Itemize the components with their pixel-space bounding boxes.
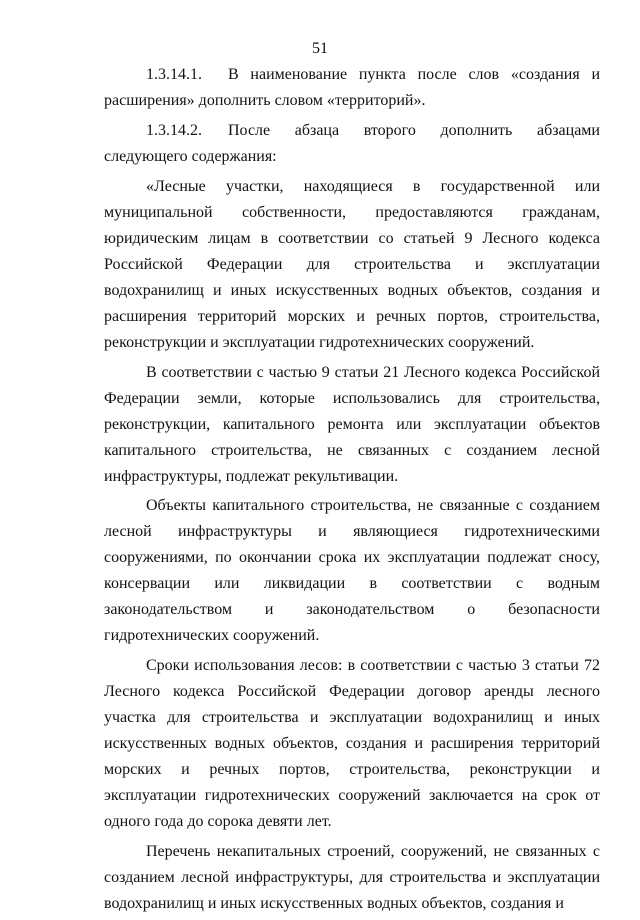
document-body (104, 62, 600, 920)
page-number: 51 (312, 40, 328, 57)
paragraph-1-3-14-2 (104, 118, 600, 170)
paragraph-capital-objects: Объекты капитального строительства, не связанные с созданием лесной инфраструктуры и являющиеся гидротехническими сооружениями, по окончании срока их эксплуатации подлежат сносу, консервации или ликвидации в соответствии с водным законодательством и законодательством о безопасности гидротехнических сооружений. (104, 497, 600, 644)
paragraph-text: В наименование пункта после слов «создания и расширения» дополнить словом «территорий». (104, 66, 600, 109)
clause-number: 1.3.14.2. (146, 122, 202, 139)
clause-number: 1.3.14.1. (146, 66, 202, 83)
paragraph-text: После абзаца второго дополнить абзацами следующего содержания: (104, 122, 600, 165)
paragraph-noncapital-list: Перечень некапитальных строений, сооружений, не связанных с созданием лесной инфраструктуры, для строительства и эксплуатации водохранилищ и иных искусственных водных объектов, создания и (104, 843, 600, 912)
paragraph-forest-plots: «Лесные участки, находящиеся в государственной или муниципальной собственности, предоставляются гражданам, юридическим лицам в соответствии со статьей 9 Лесного кодекса Российской Федерации для строительства и эксплуатации водохранилищ и иных искусственных водных объектов, создания и расширения территорий морских и речных портов, строительства, реконструкции и эксплуатации гидротехнических сооружений. (104, 178, 600, 351)
paragraph-lease-terms: Сроки использования лесов: в соответствии с частью 3 статьи 72 Лесного кодекса Российской Федерации договор аренды лесного участка для строительства и эксплуатации водохранилищ и иных искусственных водных объектов, создания и расширения территорий морских и речных портов, строительства, реконструкции и эксплуатации гидротехнических сооружений заключается на срок от одного года до сорока девяти лет. (104, 657, 600, 830)
paragraph-1-3-14-1 (104, 62, 600, 114)
paragraph-recultivation: В соответствии с частью 9 статьи 21 Лесного кодекса Российской Федерации земли, которые использовались для строительства, реконструкции, капитального ремонта или эксплуатации объектов капитального строительства, не связанных с созданием лесной инфраструктуры, подлежат рекультивации. (104, 364, 600, 485)
